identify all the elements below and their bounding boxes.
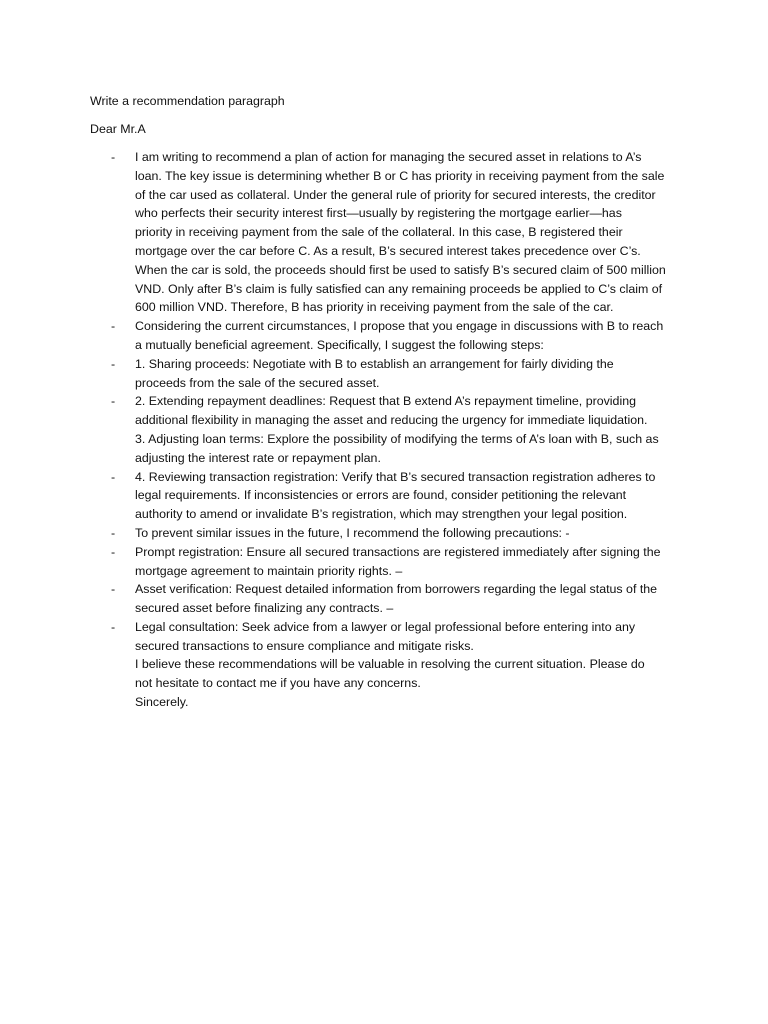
list-item <box>90 580 690 618</box>
list-item <box>90 392 690 467</box>
list-item-line: Asset verification: Request detailed information from borrowers regarding the legal status of the <box>135 582 658 597</box>
document-body <box>90 92 690 712</box>
list-item <box>90 317 690 355</box>
list-item <box>90 148 690 317</box>
bullet-dash: - <box>111 394 116 409</box>
bullet-dash: - <box>111 582 116 597</box>
list-item <box>90 355 690 393</box>
list-item-line: mortgage over the car before C. As a result, B’s secured interest takes precedence over C’s. <box>135 243 641 258</box>
list-item <box>90 618 690 712</box>
salutation: Dear Mr.A <box>90 121 146 136</box>
list-item-line: secured transactions to ensure compliance and mitigate risks. <box>135 638 474 653</box>
list-item <box>90 468 690 524</box>
document-heading: Write a recommendation paragraph <box>90 94 285 108</box>
list-item-line: not hesitate to contact me if you have any concerns. <box>135 676 421 691</box>
recommendation-list <box>90 148 690 712</box>
list-item-line: who perfects their security interest first—usually by registering the mortgage earlier—has <box>135 206 622 221</box>
bullet-dash: - <box>111 525 116 540</box>
list-item <box>90 524 690 543</box>
list-item-line: Sincerely. <box>135 695 189 710</box>
list-item-line: legal requirements. If inconsistencies or errors are found, consider petitioning the relevant <box>135 488 627 503</box>
list-item-line: a mutually beneficial agreement. Specifically, I suggest the following steps: <box>135 337 544 352</box>
list-item-line: Considering the current circumstances, I propose that you engage in discussions with B to reach <box>135 319 664 334</box>
list-item-line: Prompt registration: Ensure all secured transactions are registered immediately after signing the <box>135 544 661 559</box>
list-item-line: secured asset before finalizing any contracts. – <box>135 601 394 616</box>
bullet-dash: - <box>111 619 116 634</box>
list-item-line: 600 million VND. Therefore, B has priority in receiving payment from the sale of the car. <box>135 300 614 315</box>
list-item-line: I believe these recommendations will be valuable in resolving the current situation. Please do <box>135 657 645 672</box>
list-item-line: Legal consultation: Seek advice from a lawyer or legal professional before entering into any <box>135 619 636 634</box>
bullet-dash: - <box>111 149 116 164</box>
list-item-line: 1. Sharing proceeds: Negotiate with B to establish an arrangement for fairly dividing the <box>135 356 614 371</box>
list-item-line: To prevent similar issues in the future, I recommend the following precautions: - <box>135 525 570 540</box>
list-item <box>90 543 690 581</box>
list-item-line: additional flexibility in managing the asset and reducing the urgency for immediate liquidation. <box>135 413 648 428</box>
list-item-line: I am writing to recommend a plan of action for managing the secured asset in relations to A’s <box>135 149 642 164</box>
bullet-dash: - <box>111 469 116 484</box>
bullet-dash: - <box>111 544 116 559</box>
list-item-line: VND. Only after B’s claim is fully satisfied can any remaining proceeds be applied to C’s claim of <box>135 281 663 296</box>
list-item-line: 4. Reviewing transaction registration: Verify that B’s secured transaction registration adheres to <box>135 469 656 484</box>
list-item-line: adjusting the interest rate or repayment plan. <box>135 450 381 465</box>
list-item-line: 2. Extending repayment deadlines: Request that B extend A’s repayment timeline, providing <box>135 394 636 409</box>
list-item-line: When the car is sold, the proceeds should first be used to satisfy B’s secured claim of 500 million <box>135 262 666 277</box>
list-item-line: 3. Adjusting loan terms: Explore the possibility of modifying the terms of A’s loan with B, such as <box>135 431 659 446</box>
list-item-line: mortgage agreement to maintain priority rights. – <box>135 563 403 578</box>
list-item-line: authority to amend or invalidate B’s registration, which may strengthen your legal position. <box>135 507 628 522</box>
bullet-dash: - <box>111 319 116 334</box>
bullet-dash: - <box>111 356 116 371</box>
list-item-line: of the car used as collateral. Under the general rule of priority for secured interests, the creditor <box>135 187 656 202</box>
list-item-line: proceeds from the sale of the secured asset. <box>135 375 380 390</box>
list-item-line: loan. The key issue is determining whether B or C has priority in receiving payment from the sale <box>135 168 665 183</box>
list-item-line: priority in receiving payment from the sale of the collateral. In this case, B registered their <box>135 225 623 240</box>
